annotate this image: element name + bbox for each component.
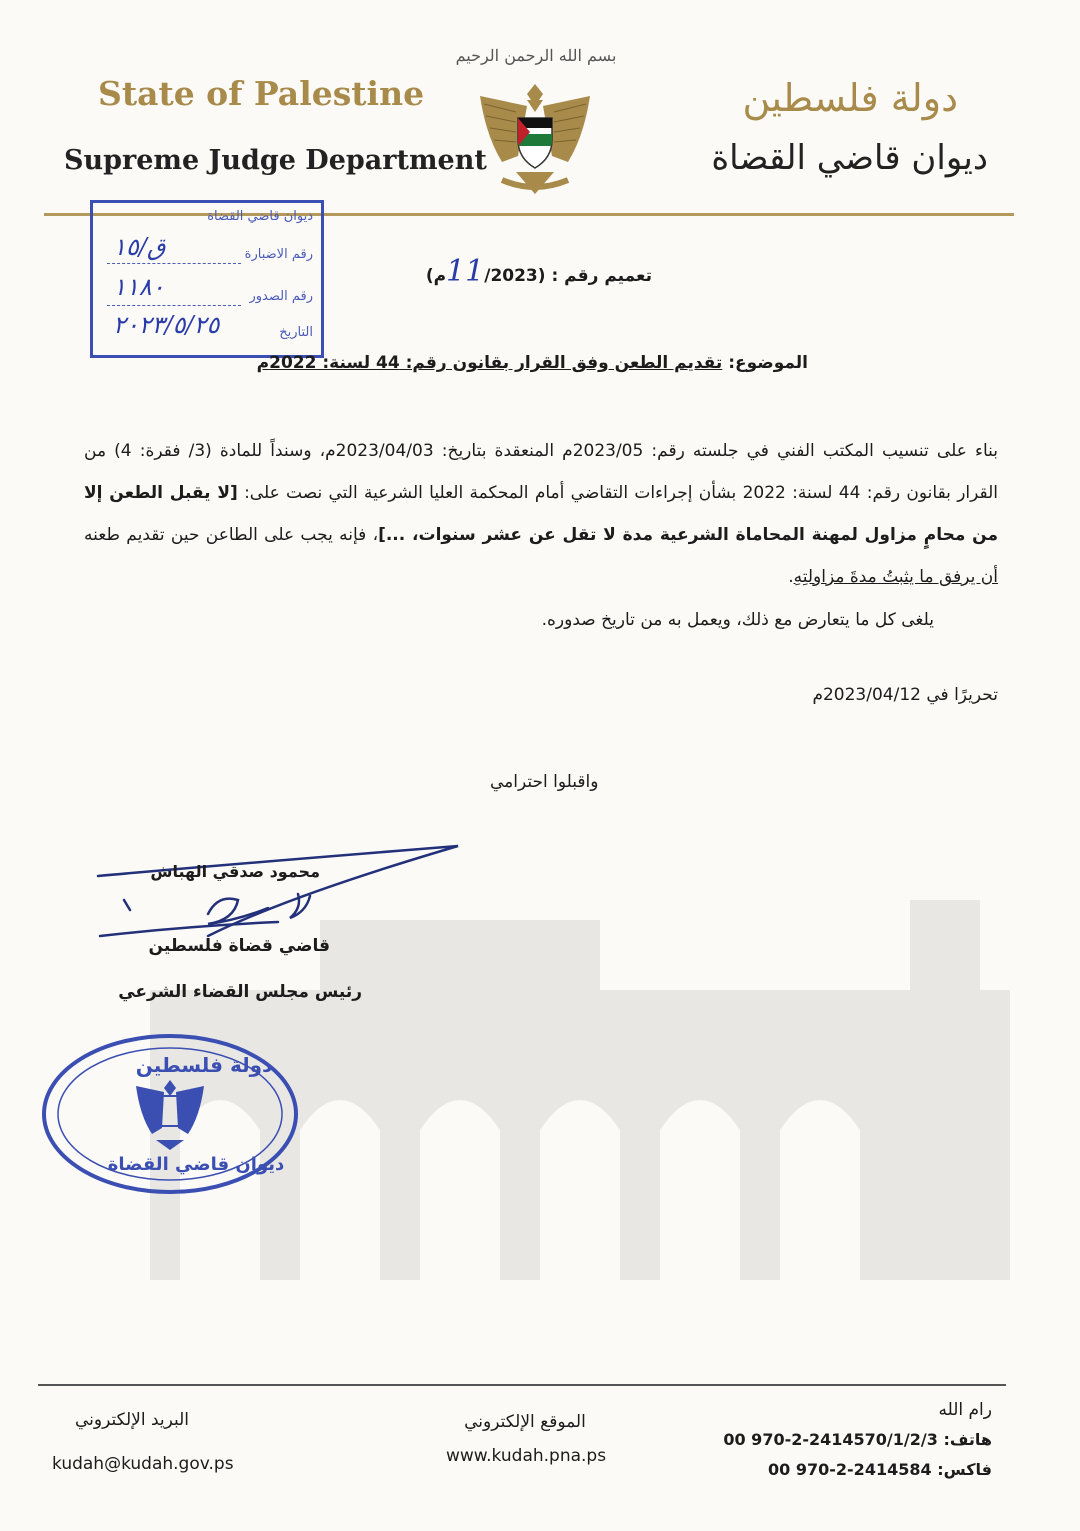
- circular-suffix: /2023م): [425, 266, 538, 286]
- body-conclusion-underlined: أن يرفق ما يثبتُ مدةَ مزاولتِهِ: [793, 567, 998, 587]
- circular-label: تعميم رقم :: [551, 266, 652, 286]
- footer-phone-number: 00 970-2-2414570/1/2/3: [723, 1430, 938, 1449]
- footer-fax: [768, 1460, 992, 1479]
- stamp-issue-row: [99, 273, 313, 304]
- signer-position: رئيس مجلس القضاء الشرعي: [118, 982, 362, 1002]
- body-intro: بناء على تنسيب المكتب الفني في جلسته رقم: 2023/05م المنعقدة بتاريخ: 2023/04/03م، وسنداً للمادة (3/ فقرة: 4) من القرار بقانون رقم: 44 لسنة: 2022 بشأن إجراءات التقاضي أمام المحكمة العليا الشرعية التي نصت على:: [84, 441, 999, 503]
- seal-eagle-icon: [136, 1080, 204, 1150]
- subject-text: تقديم الطعن وفق القرار بقانون رقم: 44 لسنة: 2022م: [256, 353, 723, 373]
- filing-stamp: [90, 200, 324, 358]
- seal-top-text: دولة فلسطين: [135, 1053, 273, 1077]
- stamp-title: ديوان قاضي القضاة: [207, 209, 313, 224]
- stamp-file-value: ق/١٥: [113, 233, 166, 261]
- body-conclusion: ، فإنه يجب على الطاعن حين تقديم طعنه: [84, 525, 379, 545]
- body-conclusion-end: .: [788, 567, 794, 587]
- stamp-file-label: رقم الاضبارة: [244, 247, 313, 262]
- closing-regards: واقبلوا احترامي: [490, 772, 599, 792]
- arabic-title: دولة فلسطين: [742, 76, 958, 120]
- body-paragraph: [84, 430, 998, 598]
- circular-prefix: (: [537, 266, 546, 286]
- english-subtitle: Supreme Judge Department: [64, 145, 487, 176]
- arabic-subtitle: ديوان قاضي القضاة: [711, 138, 988, 178]
- footer-website-label: الموقع الإلكتروني: [464, 1412, 586, 1432]
- stamp-issue-label: رقم الصدور: [249, 289, 313, 304]
- signer-name: محمود صدقي الهباش: [150, 862, 320, 881]
- written-date: تحريرًا في 2023/04/12م: [812, 685, 998, 705]
- basmala: بسم الله الرحمن الرحيم: [455, 46, 617, 65]
- footer-fax-label: فاكس:: [937, 1460, 992, 1479]
- stamp-file-row: [99, 233, 313, 262]
- footer-phone: [723, 1430, 992, 1449]
- footer-phone-label: هاتف:: [943, 1430, 992, 1449]
- stamp-date-label: التاريخ: [279, 325, 313, 340]
- english-title: State of Palestine: [98, 74, 425, 113]
- stamp-issue-value: ١١٨٠: [113, 273, 165, 301]
- stamp-line: [107, 263, 241, 264]
- official-round-seal: [40, 1030, 300, 1198]
- seal-bottom-text: ديوان قاضي القضاة: [107, 1154, 285, 1175]
- cancellation-clause: يلغى كل ما يتعارض مع ذلك، ويعمل به من تاريخ صدوره.: [541, 610, 934, 630]
- footer-city: رام الله: [938, 1400, 992, 1420]
- stamp-date-value: ٢٠٢٣/٥/٢٥: [113, 311, 220, 339]
- footer-email[interactable]: kudah@kudah.gov.ps: [52, 1454, 234, 1474]
- footer-divider: [38, 1384, 1006, 1386]
- subject-label: الموضوع:: [728, 353, 808, 373]
- circular-number: [426, 254, 652, 289]
- stamp-date-row: [99, 311, 313, 340]
- circular-handwritten-number: 11: [446, 254, 485, 289]
- body-quote: [لا يقبل الطعن إلا من محامٍ مزاول لمهنة المحاماة الشرعية مدة لا تقل عن عشر سنوات، ...]: [84, 483, 998, 545]
- footer-email-label: البريد الإلكتروني: [74, 1410, 190, 1430]
- stamp-line: [107, 305, 241, 306]
- stamp-title-row: [99, 209, 313, 224]
- signer-title: قاضي قضاة فلسطين: [148, 936, 330, 956]
- footer-website[interactable]: www.kudah.pna.ps: [446, 1446, 607, 1466]
- footer-fax-number: 00 970-2-2414584: [768, 1460, 932, 1479]
- subject-line: [248, 350, 808, 376]
- palestine-eagle-emblem: [472, 76, 598, 202]
